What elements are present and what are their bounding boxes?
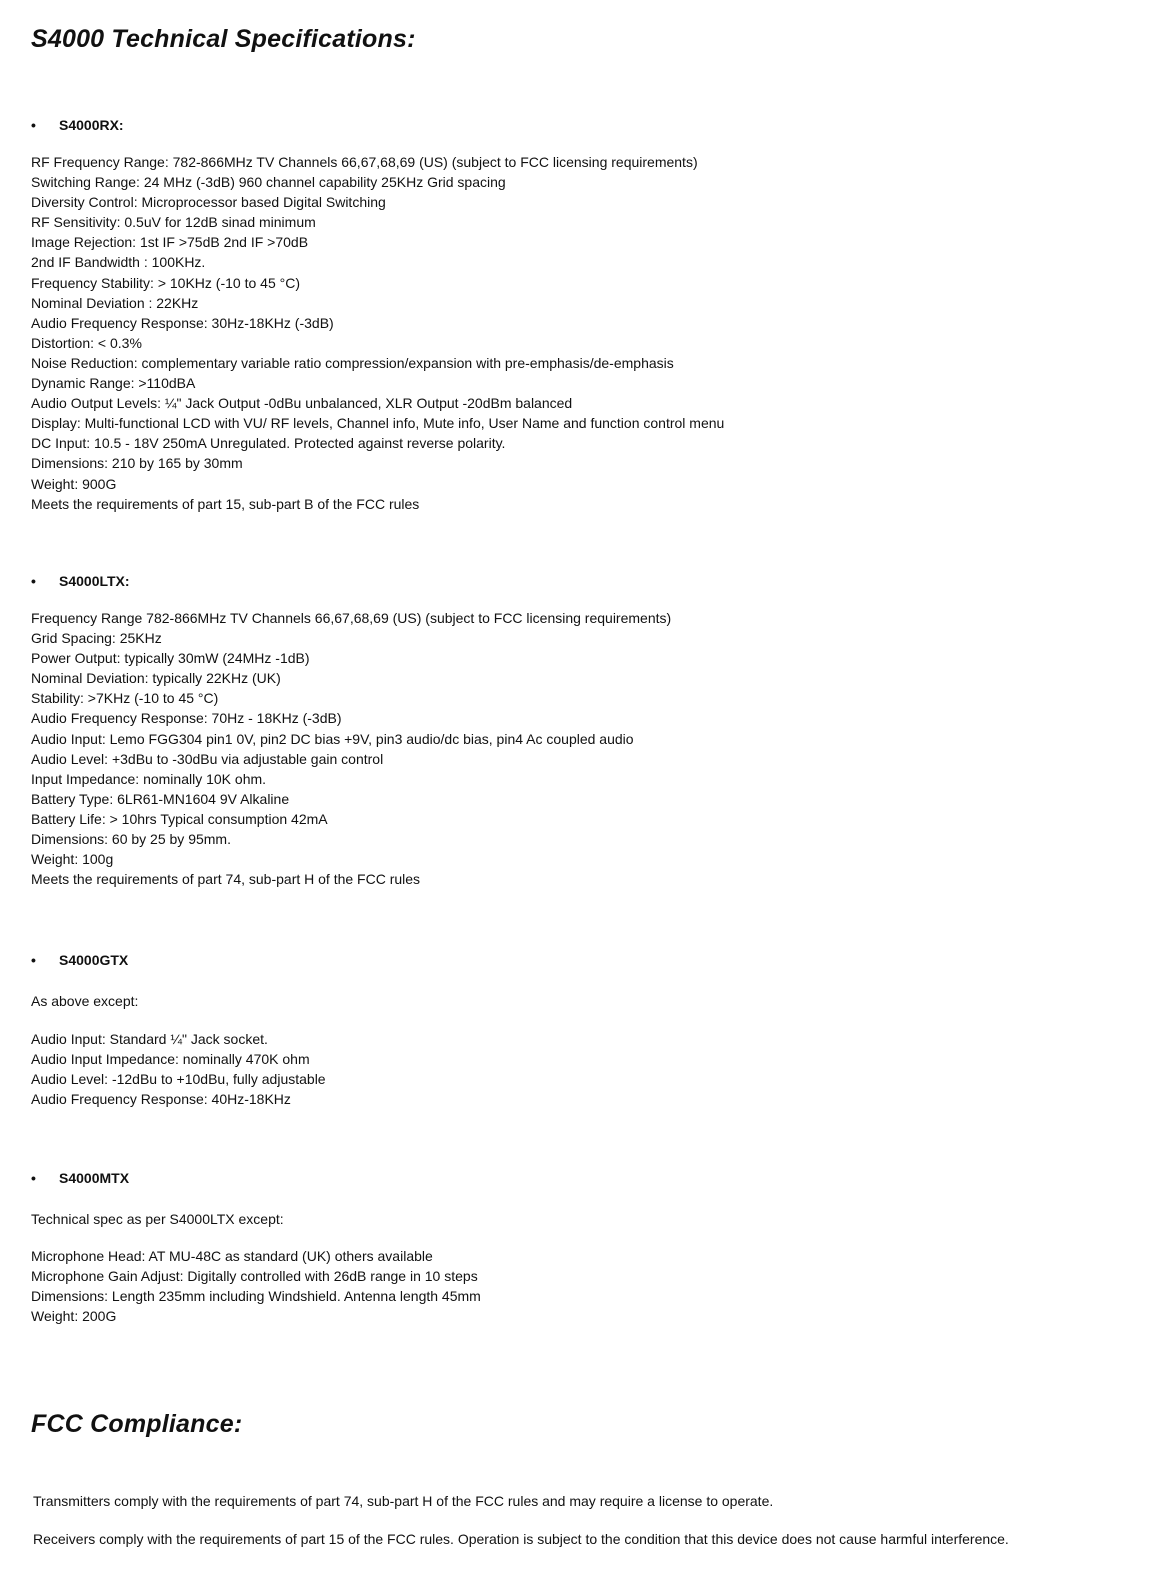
fcc-paragraph-receivers: Receivers comply with the requirements of part 15 of the FCC rules. Operation is subject to the condition that this device does not cause harmful interference. [33, 1531, 1009, 1547]
spec-list-ltx [31, 608, 671, 889]
spec-line: Weight: 100g [31, 851, 114, 868]
bullet-icon: • [31, 573, 36, 589]
fcc-paragraph-transmitters: Transmitters comply with the requirements of part 74, sub-part H of the FCC rules and may require a license to operate. [33, 1493, 774, 1509]
spec-line: Noise Reduction: complementary variable ratio compression/expansion with pre-emphasis/de-emphasis [31, 354, 674, 371]
spec-line: Nominal Deviation: typically 22KHz (UK) [31, 670, 281, 687]
section-heading-label: S4000RX: [59, 117, 124, 133]
spec-line: Audio Level: +3dBu to -30dBu via adjustable gain control [31, 750, 384, 767]
spec-line: Dimensions: Length 235mm including Windshield. Antenna length 45mm [31, 1288, 481, 1305]
spec-line: Frequency Stability: > 10KHz (-10 to 45 °C) [31, 274, 300, 291]
spec-line: Audio Frequency Response: 70Hz - 18KHz (-3dB) [31, 710, 342, 727]
spec-line: DC Input: 10.5 - 18V 250mA Unregulated. Protected against reverse polarity. [31, 435, 506, 452]
section-heading-gtx [31, 952, 128, 968]
spec-list-gtx [31, 1029, 326, 1109]
spec-list-mtx [31, 1246, 481, 1326]
section-heading-label: S4000MTX [59, 1170, 130, 1186]
bullet-icon: • [31, 117, 36, 133]
spec-line: Switching Range: 24 MHz (-3dB) 960 channel capability 25KHz Grid spacing [31, 174, 506, 191]
spec-line: Audio Frequency Response: 40Hz-18KHz [31, 1091, 291, 1108]
spec-line: Audio Level: -12dBu to +10dBu, fully adjustable [31, 1071, 326, 1088]
spec-line: Meets the requirements of part 15, sub-part B of the FCC rules [31, 495, 420, 512]
spec-line: Grid Spacing: 25KHz [31, 630, 162, 647]
page-title: S4000 Technical Specifications: [31, 25, 416, 53]
spec-line: Battery Type: 6LR61-MN1604 9V Alkaline [31, 790, 290, 807]
spec-line: Stability: >7KHz (-10 to 45 °C) [31, 690, 219, 707]
spec-line: Display: Multi-functional LCD with VU/ RF levels, Channel info, Mute info, User Name and function control menu [31, 415, 725, 432]
fcc-title: FCC Compliance: [31, 1410, 243, 1438]
spec-line: Dimensions: 60 by 25 by 95mm. [31, 831, 231, 848]
spec-line: Audio Output Levels: ¼" Jack Output -0dBu unbalanced, XLR Output -20dBm balanced [31, 395, 573, 412]
bullet-icon: • [31, 952, 36, 968]
section-heading-label: S4000LTX: [59, 573, 130, 589]
spec-line: Power Output: typically 30mW (24MHz -1dB) [31, 650, 310, 667]
spec-line: Audio Input: Lemo FGG304 pin1 0V, pin2 DC bias +9V, pin3 audio/dc bias, pin4 Ac coupled audio [31, 730, 634, 747]
spec-line: Input Impedance: nominally 10K ohm. [31, 770, 267, 787]
spec-line: Diversity Control: Microprocessor based Digital Switching [31, 194, 386, 211]
section-heading-label: S4000GTX [59, 952, 129, 968]
section-heading-rx [31, 117, 124, 133]
spec-line: 2nd IF Bandwidth : 100KHz. [31, 254, 206, 271]
spec-line: Audio Input Impedance: nominally 470K ohm [31, 1051, 310, 1068]
spec-line: Audio Input: Standard ¼" Jack socket. [31, 1031, 268, 1047]
spec-line: Weight: 200G [31, 1308, 117, 1325]
spec-line: Frequency Range 782-866MHz TV Channels 66,67,68,69 (US) (subject to FCC licensing requirements) [31, 610, 672, 626]
spec-line: RF Frequency Range: 782-866MHz TV Channels 66,67,68,69 (US) (subject to FCC licensing requirements) [31, 154, 698, 170]
spec-line: Image Rejection: 1st IF >75dB 2nd IF >70dB [31, 234, 309, 251]
spec-line: Audio Frequency Response: 30Hz-18KHz (-3dB) [31, 314, 334, 331]
spec-list-rx [31, 152, 724, 514]
spec-line: RF Sensitivity: 0.5uV for 12dB sinad minimum [31, 214, 316, 231]
section-heading-ltx [31, 573, 130, 589]
spec-line: Meets the requirements of part 74, sub-part H of the FCC rules [31, 871, 421, 888]
spec-line: Microphone Gain Adjust: Digitally controlled with 26dB range in 10 steps [31, 1268, 478, 1285]
spec-line: Dimensions: 210 by 165 by 30mm [31, 455, 243, 472]
section-intro-mtx: Technical spec as per S4000LTX except: [31, 1211, 284, 1227]
spec-line: Weight: 900G [31, 475, 117, 492]
section-heading-mtx [31, 1170, 129, 1186]
spec-line: Distortion: < 0.3% [31, 334, 142, 351]
spec-line: Battery Life: > 10hrs Typical consumption 42mA [31, 810, 328, 827]
bullet-icon: • [31, 1170, 36, 1186]
section-intro-gtx: As above except: [31, 993, 139, 1009]
spec-line: Nominal Deviation : 22KHz [31, 294, 199, 311]
spec-line: Microphone Head: AT MU-48C as standard (UK) others available [31, 1248, 433, 1264]
spec-line: Dynamic Range: >110dBA [31, 375, 196, 392]
